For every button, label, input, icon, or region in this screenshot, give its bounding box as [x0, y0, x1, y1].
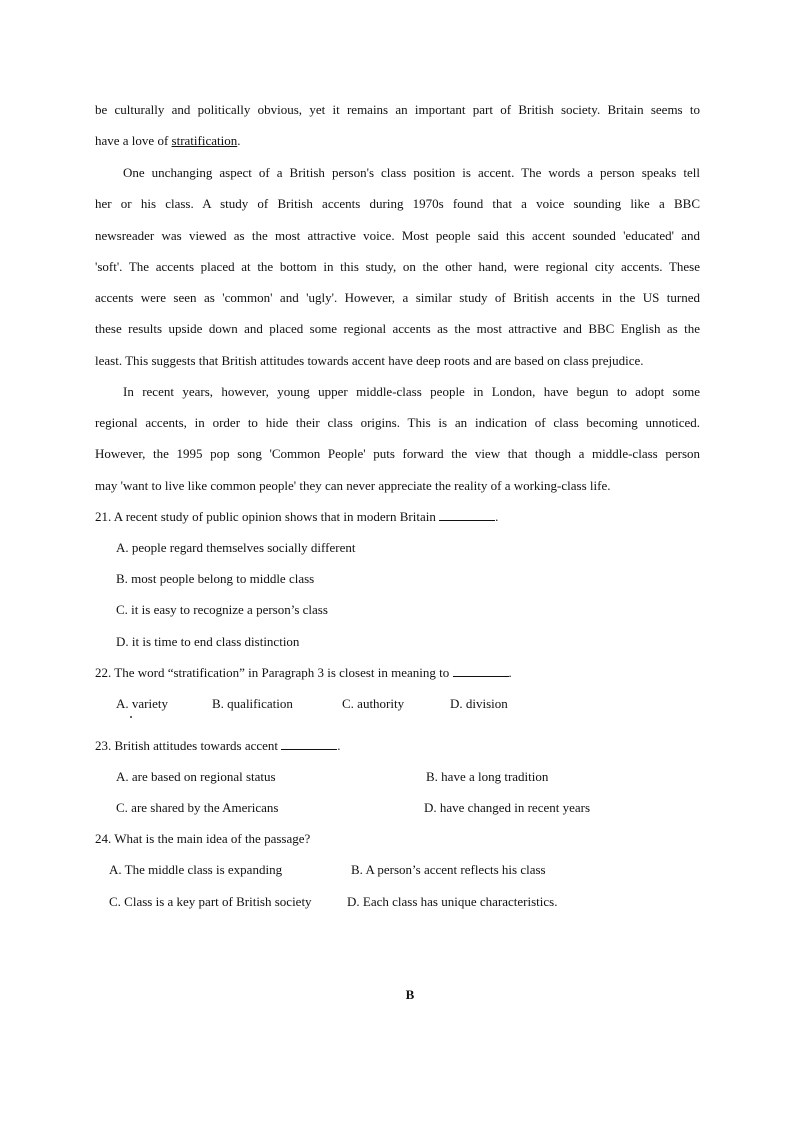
option-24-c: C. Class is a key part of British society — [109, 894, 312, 909]
option-22-b: B. qualification — [212, 696, 293, 711]
passage-line: regional accents, in order to hide their class origins. This is an indication of class becoming unnoticed. — [95, 415, 700, 430]
question-21-stem — [95, 509, 498, 525]
option-22-a: A. variety — [116, 696, 168, 711]
passage-line: least. This suggests that British attitudes towards accent have deep roots and are based on class prejudice. — [95, 353, 644, 368]
option-21-b: B. most people belong to middle class — [116, 571, 315, 586]
question-text: 22. The word “stratification” in Paragraph 3 is closest in meaning to — [95, 665, 453, 680]
question-23-stem — [95, 738, 341, 754]
option-21-c: C. it is easy to recognize a person’s class — [116, 602, 328, 617]
option-22-c: C. authority — [342, 696, 405, 711]
option-23-b: B. have a long tradition — [426, 769, 549, 784]
option-23-c: C. are shared by the Americans — [116, 800, 279, 815]
option-22-d: D. division — [450, 696, 508, 711]
question-22-stem — [95, 665, 512, 681]
question-24-stem: 24. What is the main idea of the passage? — [95, 831, 311, 846]
option-23-d: D. have changed in recent years — [424, 800, 591, 815]
question-end: . — [337, 738, 341, 753]
question-end: . — [508, 665, 512, 680]
passage-text: . — [237, 133, 241, 148]
passage-line: her or his class. A study of British accents during 1970s found that a voice sounding like a BBC — [95, 196, 700, 211]
passage-line — [95, 133, 700, 149]
underlined-word: stratification — [171, 133, 238, 148]
passage-text: have a love of — [95, 133, 172, 148]
answer-blank — [281, 738, 337, 750]
passage-line: In recent years, however, young upper middle-class people in London, have begun to adopt some — [123, 384, 700, 399]
question-end: . — [495, 509, 499, 524]
question-text: 21. A recent study of public opinion shows that in modern Britain — [95, 509, 440, 524]
section-label: B — [405, 987, 415, 1002]
passage-line: However, the 1995 pop song 'Common People' puts forward the view that though a middle-class person — [95, 446, 700, 461]
passage-line: may 'want to live like common people' they can never appreciate the reality of a working-class life. — [95, 478, 611, 493]
option-21-d: D. it is time to end class distinction — [116, 634, 300, 649]
passage-line: 'soft'. The accents placed at the bottom in this study, on the other hand, were regional city accents. These — [95, 259, 700, 274]
option-24-b: B. A person’s accent reflects his class — [351, 862, 546, 877]
answer-blank — [453, 665, 509, 677]
passage-line: accents were seen as 'common' and 'ugly'. However, a similar study of British accents in the US turned — [95, 290, 700, 305]
answer-blank — [439, 509, 495, 521]
passage-line: One unchanging aspect of a British person's class position is accent. The words a person speaks tell — [123, 165, 700, 180]
passage-line: these results upside down and placed some regional accents as the most attractive and BBC English as the — [95, 321, 700, 336]
question-text: 23. British attitudes towards accent — [95, 738, 282, 753]
option-24-d: D. Each class has unique characteristics. — [347, 894, 558, 909]
option-24-a: A. The middle class is expanding — [109, 862, 283, 877]
stray-mark — [130, 716, 132, 718]
option-21-a: A. people regard themselves socially different — [116, 540, 356, 555]
passage-line: newsreader was viewed as the most attractive voice. Most people said this accent sounded 'educated' and — [95, 228, 700, 243]
option-23-a: A. are based on regional status — [116, 769, 276, 784]
passage-line: be culturally and politically obvious, yet it remains an important part of British society. Britain seems to — [95, 102, 700, 117]
